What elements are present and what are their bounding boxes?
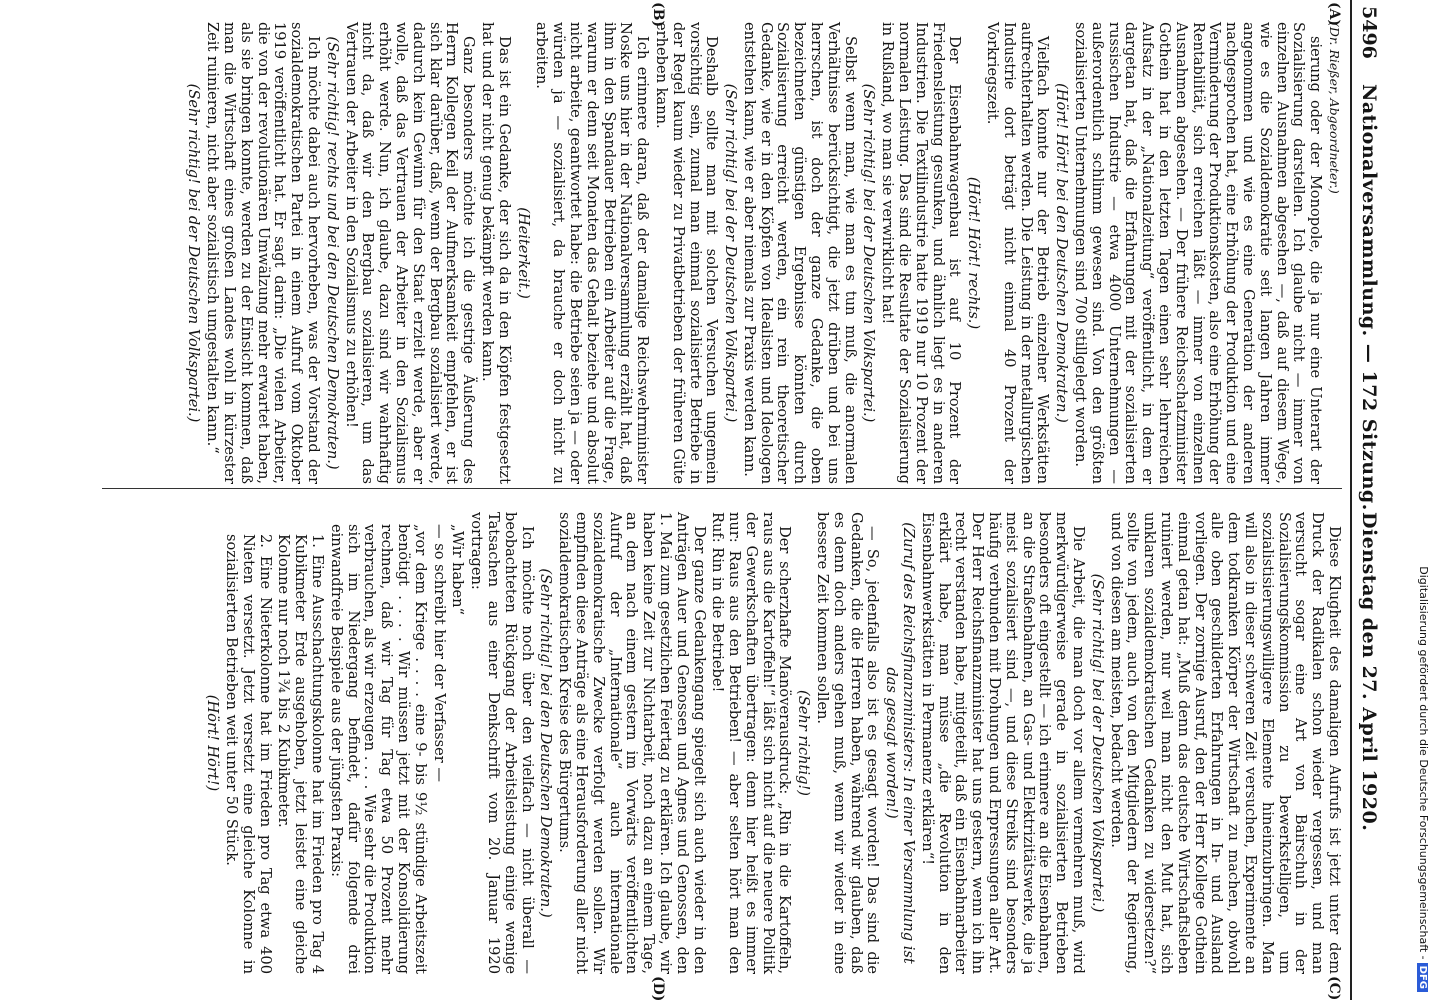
paragraph: Ich erinnere daran, daß der damalige Reichswehrminister Noske uns hier in der Nationalversammlung erzählt hat, daß ihm in den Spandauer Betrieben ein Arbeiter auf die Frage, warum er denn seit Monaten das Gehalt beziehe und absolut nicht arbeite, geantwortet habe: die Betriebe seien ja — oder würden ja — sozialisiert, da brauche er doch nicht zu arbeiten. xyxy=(533,22,652,484)
interjection-note: (Sehr richtig! bei der Deutschen Volkspartei.) xyxy=(860,83,878,423)
interjection-note: (Zuruf des Reichsfinanzministers: In einer Versammlung ist das gesagt worden!) xyxy=(883,522,918,964)
paragraph: Der scherzhafte Manöverausdruck: „Rin in die Kartoffeln, raus aus die Kartoffeln!“ läßt sich nicht auf die neuere Politik der Gewerkschaften übertragen: denn hier heißt es immer nur: Raus aus den Betrieben! — aber selten hört man den Ruf: Rin in die Betriebe! xyxy=(709,512,794,974)
paragraph: Das ist ein Gedanke, der sich da in den Köpfen festgesetzt hat und der nicht genug bekämpft werden kann. xyxy=(478,22,513,484)
paragraph: Ich möchte noch über den vielfach — nicht überall — beobachteten Rückgang der Arbeitsleistung einige wenige Tatsachen aus einer Denkschrift vom 20. Januar 1920 vortragen: xyxy=(468,512,536,974)
interjection-note: (Sehr richtig! bei der Deutschen Volkspartei.) xyxy=(185,83,203,423)
margin-marker-d: (D) xyxy=(650,976,666,1001)
page-number: 5496 xyxy=(1358,6,1380,59)
paragraph: Ich möchte dabei auch hervorheben, was der Vorstand der sozialdemokratischen Partei in einem Aufruf vom Oktober 1919 veröffentlicht hat. Er sagt darin: „Die vielen Arbeiter, die von der revolutionären Umwälzung mehr erwartet haben, als sie bringen konnte, werden zu der Einsicht kommen, daß man die Wirtschaft eines großen Landes wohl in kürzester Zeit ruinieren, nicht aber sozialistisch umgestalten kann.“ xyxy=(204,22,322,484)
header-rule xyxy=(1350,0,1352,1000)
paragraph: (Dr. Rießer, Abgeordneter.) xyxy=(1327,22,1342,194)
paragraph: Ganz besonders möchte ich die gestrige Äußerung des Herrn Kollegen Keil der Aufmerksamkeit empfehlen, er ist sich klar darüber, daß, wenn der Bergbau sozialisiert werde, dadurch kein Gewinn für den Staat erzielt werde, aber er wolle, daß das Vertrauen der Arbeiter in den Sozialismus erhöht werde. Nun, ich glaube, dazu sind wir wahrhaftig nicht da, daß wir den Bergbau sozialisieren, um das Vertrauen der Arbeiter in den Sozialismus zu erhöhen! xyxy=(342,22,478,484)
paragraph: — So, jedenfalls also ist es gesagt worden! Das sind die Gedanken, die die Herren haben, während wir glauben, daß es denn doch anders gehen muß, wenn wir wieder in eine bessere Zeit kommen sollen. xyxy=(814,512,882,974)
paragraph: Die Arbeit, die man doch vor allem vermehren muß, wird merkwürdigerweise gerade in sozialisierten Betrieben besonders oft eingestellt — ich erinnere an die Eisenbahnen, an die Straßenbahnen, an Gas- und Elektrizitätswerke, die ja meist sozialisiert sind —, und diese Streiks sind besonders häufig verbunden mit Drohungen und Erpressungen aller Art. Der Herr Reichsfinanzminister hat uns gestern, wenn ich ihn recht verstanden habe, mitgeteilt, daß ein Eisenbahnarbeiter erklärt habe, man müsse „die Revolution in den Eisenbahnwerkstätten in Permanenz erklären“! xyxy=(918,512,1088,974)
stamp-text: Digitalisierung gefördert durch die Deutsche Forschungsgemeinschaft - xyxy=(1417,566,1430,960)
interjection-note: (Sehr richtig! rechts und bei den Deutschen Demokraten.) xyxy=(323,36,341,470)
interjection-note: (Hört! Hört! rechts.) xyxy=(965,176,983,330)
dfg-badge: DFG xyxy=(1417,963,1428,992)
page-header xyxy=(1352,0,1382,1000)
paragraph: 1. Eine Ausschachtungskolonne hat im Frieden pro Tag 4 Kubikmeter Erde ausgehoben, jetzt leistet eine gleiche Kolonne nur noch 1¾ bis 2 Kubikmeter. xyxy=(275,534,326,974)
paragraph: — so schreibt hier der Verfasser — xyxy=(430,524,448,782)
margin-marker-c: (C) xyxy=(1326,976,1342,1001)
digitization-stamp xyxy=(1404,8,1430,992)
margin-marker-a: (A) xyxy=(1326,2,1342,27)
left-text-column xyxy=(183,22,1342,484)
interjection-note: (Sehr richtig! bei der Deutschen Volkspartei.) xyxy=(722,83,740,423)
interjection-note: (Sehr richtig!) xyxy=(795,690,813,796)
paragraph: Der ganze Gedankengang spiegelt sich auch wieder in den Anträgen Auer und Genossen und Agnes und Genossen, den 1. Mai zum gesetzlichen Feiertag zu erklären. Ich glaube, wir haben keine Zeit zur Nichtarbeit, noch dazu an einem Tage, an dem nach einem gestern im Vorwärts veröffentlichten Aufruf der „Internationale“ auch internationale sozialdemokratische Zwecke verfolgt werden sollen. Wir empfinden diese Anträge als eine Herausforderung aller nicht sozialdemokratischen Kreise des Bürgertums. xyxy=(556,512,708,974)
interjection-note: (Hört! Hört! bei den Deutschen Demokraten.) xyxy=(1053,83,1071,423)
interjection-note: (Sehr richtig! bei der Deutschen Volkspartei.) xyxy=(1088,573,1106,913)
paragraph: „vor dem Kriege . . . . eine 9- bis 9½ stündige Arbeitszeit benötigt . . . . Wir müssen jetzt mit der Konsolidierung rechnen, daß wir Tag für Tag etwa 50 Prozent mehr verbrauchen, als wir erzeugen . . . . Wie sehr die Produktion sich im Niedergang befindet, dafür folgende drei einwandfreie Beispiele aus der jüngsten Praxis: xyxy=(327,524,429,974)
paragraph: „Wir haben“ xyxy=(449,524,467,616)
rotated-newspaper-page xyxy=(82,0,1382,1000)
margin-marker-b: (B) xyxy=(650,2,666,28)
paragraph: Der Eisenbahnwagenbau ist auf 10 Prozent der Friedensleistung gesunken, und ähnlich liegt es in anderen Industrien. Die Textilindustrie hatte 1919 nur 10 Prozent der normalen Leistung. Das sind die Resultate der Sozialisierung in Rußland, wo man sie verwirklicht hat! xyxy=(879,22,964,484)
interjection-note: (Sehr richtig! bei den Deutschen Demokraten.) xyxy=(537,568,555,918)
session-date: Dienstag den 27. April 1920. xyxy=(1358,512,1380,832)
paragraph: 2. Eine Nieterkolonne hat im Frieden pro Tag etwa 400 Nieten versetzt. Jetzt versetzt eine gleiche Kolonne in sozialisierten Betrieben weit unter 50 Stück. xyxy=(223,534,274,974)
paragraph: Selbst wenn man, wie man es tun muß, die anormalen Verhältnisse berücksichtigt, die jetzt drüben und bei uns herrschen, ist doch der ganze Gedanke, die oben bezeichneten günstigen Ergebnisse könnten durch Sozialisierung erreicht werden, ein rein theoretischer Gedanke, wie er in den Köpfen von Idealisten und Ideologen entstehen kann, wie er aber niemals zur Praxis werden kann. xyxy=(740,22,859,484)
paragraph: sierung oder der Monopole, die ja nur eine Unterart der Sozialisierung darstellen. Ich glaube nicht — immer von einzelnen Ausnahmen abgesehen —, daß auf diesem Wege, wie es die Sozialdemokratie seit langen Jahren immer angenommen und wie es eine Generation der anderen nachgesprochen hat, eine Erhöhung der Produktion und eine Verminderung der Produktionskosten, also eine Erhöhung der Rentabilität, sich erreichen läßt — immer von einzelnen Ausnahmen abgesehen. — Der frühere Reichsschatzminister Gothein hat in den letzten Tagen einen sehr lehrreichen Aufsatz in der „Nationalzeitung“ veröffentlicht, in dem er dargetan hat, daß die Erfahrungen mit der sozialisierten russischen Industrie — etwa 4000 Unternehmungen — außerordentlich schlimm gewesen sind. Von den größten sozialisierten Unternehmungen sind 700 stillgelegt worden. xyxy=(1072,22,1325,484)
column-divider xyxy=(102,488,1342,489)
interjection-note: (Hört! Hört!) xyxy=(204,694,222,792)
paragraph: Deshalb sollte man mit solchen Versuchen ungemein vorsichtig sein, zumal man einmal sozialisierte Betriebe in der Regel kaum wieder zu Privatbetrieben der früheren Güte erheben kann. xyxy=(652,22,721,484)
paragraph: Vielfach konnte nur der Betrieb einzelner Werkstätten aufrechterhalten werden. Die Leistung in der metallurgischen Industrie dort beträgt nicht einmal 40 Prozent der Vorkriegszeit. xyxy=(984,22,1052,484)
session-title: Nationalversammlung. — 172 Sitzung. xyxy=(1358,84,1380,511)
paragraph: Diese Klugheit des damaligen Aufrufs ist jetzt unter dem Druck der Radikalen schon wieder vergessen, und man versucht sogar eine Art von Bairschuh in der Sozialisierungskommission zu bewerkstelligen, um sozialistisierungswilligere Elemente hineinzubringen. Man will also in dieser schweren Zeit versuchen, Experimente an dem todkranken Körper der Wirtschaft zu machen, obwohl alle oben geschilderten Erfahrungen in In- und Ausland vorliegen. Der zornige Ausruf, den der Herr Kollege Gothein einmal getan hat: „Muß denn das deutsche Wirtschaftsleben ruiniert werden, nur weil man nicht den Mut hat, sich unklaren sozialdemokratischen Gedanken zu widersetzen?“ sollte von jedem, auch von den Mitgliedern der Regierung, und von diesen am meisten, bedacht werden. xyxy=(1107,512,1343,974)
interjection-note: (Heiterkeit.) xyxy=(514,207,532,299)
right-text-column xyxy=(201,512,1342,974)
